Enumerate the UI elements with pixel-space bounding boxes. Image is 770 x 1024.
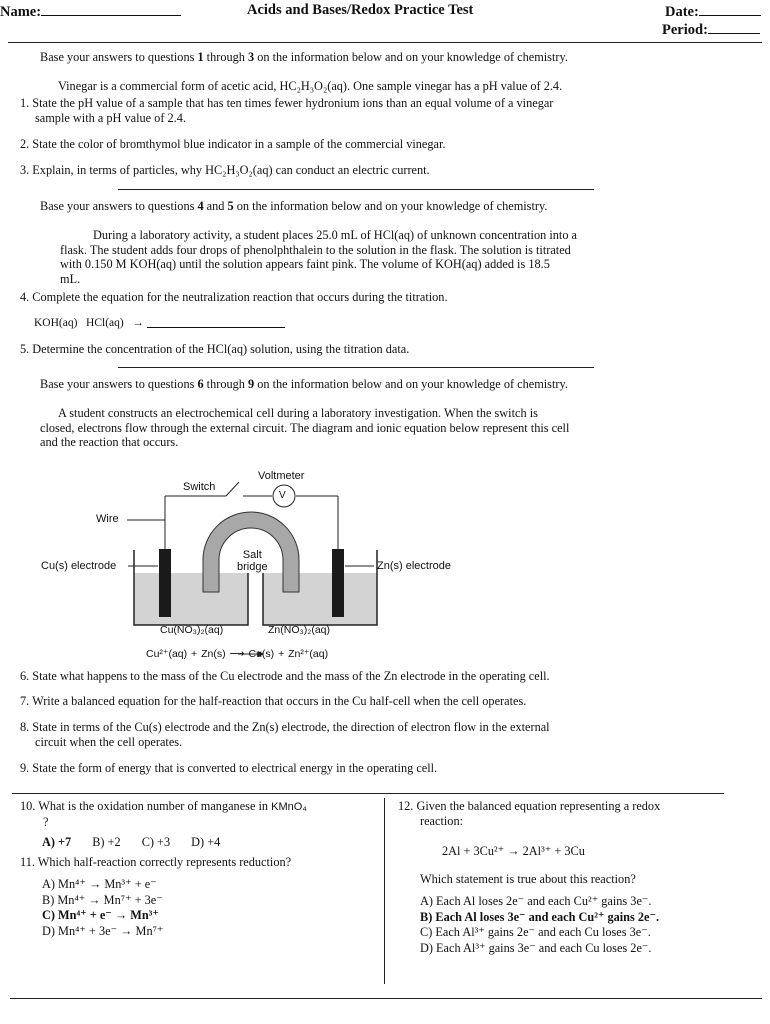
q12-choices — [420, 894, 659, 956]
set3-passage: A student constructs an electrochemical cell during a laboratory investigation. When the switch is closed, electrons flow through the external circuit. The diagram and ionic equation below represent this cell and the reaction that occurs. — [40, 406, 570, 449]
footer-divider — [10, 998, 762, 999]
equation-answer-blank[interactable] — [147, 317, 285, 328]
q10-choice-b[interactable]: B) +2 — [92, 835, 121, 849]
zn-electrode-label: Zn(s) electrode — [377, 560, 451, 572]
question-8: 8. State in terms of the Cu(s) electrode and the Zn(s) electrode, the direction of electron flow in the external circuit when the cell operates. — [20, 720, 550, 749]
question-9: 9. State the form of energy that is converted to electrical energy in the operating cell. — [20, 761, 438, 775]
date-label: Date: — [665, 4, 699, 20]
q10-choice-c[interactable]: C) +3 — [141, 835, 171, 849]
set3-divider — [12, 793, 724, 794]
cu-electrode-label: Cu(s) electrode — [41, 560, 117, 572]
switch-label: Switch — [183, 481, 216, 493]
question-5: 5. Determine the concentration of the HCl(aq) solution, using the titration data. — [20, 342, 410, 356]
header-divider — [8, 42, 762, 43]
question-4: 4. Complete the equation for the neutralization reaction that occurs during the titration. — [20, 290, 448, 304]
q10-choice-a[interactable]: A) +7 — [42, 835, 72, 849]
wire-label: Wire — [96, 513, 119, 525]
name-field — [0, 2, 181, 21]
q10-choice-d[interactable]: D) +4 — [191, 835, 221, 849]
question-1: 1. State the pH value of a sample that has ten times fewer hydronium ions than an equal volume of a vinegar sample with a pH value of 2.4. — [20, 96, 554, 125]
set1-passage: Vinegar is a commercial form of acetic acid, HC₂H₃O₂(aq). One sample vinegar has a pH value of 2.4. — [58, 79, 563, 93]
question-2: 2. State the color of bromthymol blue indicator in a sample of the commercial vinegar. — [20, 137, 446, 151]
set2-intro: Base your answers to questions 4 and 5 on the information below and on your knowledge of chemistry. — [40, 199, 548, 213]
q12-choice-c[interactable]: C) Each Al³⁺ gains 2e⁻ and each Cu loses 3e⁻. — [420, 925, 651, 939]
question-10: 10. What is the oxidation number of manganese in KMnO₄ ? — [20, 799, 307, 829]
q12-choice-b[interactable]: B) Each Al loses 3e⁻ and each Cu²⁺ gains 2e⁻. — [420, 909, 660, 924]
switch-lever — [226, 482, 239, 496]
q11-choice-c[interactable]: C) Mn⁴⁺ + e⁻ → Mn³⁺ — [42, 908, 159, 922]
set2-divider — [118, 367, 594, 368]
q12-question: Which statement is true about this reaction? — [420, 872, 636, 886]
q12-choice-a[interactable]: A) Each Al loses 2e⁻ and each Cu²⁺ gains 3e⁻. — [420, 894, 652, 908]
cell-ionic-equation: Cu²⁺(aq) + Zn(s) ⟶ Cu(s) + Zn²⁺(aq) — [146, 648, 329, 660]
cu-solution-label: Cu(NO₃)₂(aq) — [160, 624, 224, 636]
period-field — [662, 20, 760, 39]
neutralization-equation: KOH(aq) HCl(aq) → — [34, 316, 285, 331]
name-label: Name: — [0, 4, 42, 20]
voltmeter-label: Voltmeter — [258, 470, 305, 482]
q10-choices — [42, 835, 220, 850]
zn-solution-fill — [263, 573, 377, 625]
q11-choices — [42, 877, 163, 939]
page-title: Acids and Bases/Redox Practice Test — [247, 2, 474, 18]
question-3: 3. Explain, in terms of particles, why HC₂H₃O₂(aq) can conduct an electric current. — [20, 163, 430, 177]
set1-divider — [118, 189, 594, 190]
question-6: 6. State what happens to the mass of the Cu electrode and the mass of the Zn electrode in the operating cell. — [20, 669, 550, 683]
zn-solution-label: Zn(NO₃)₂(aq) — [268, 624, 331, 636]
q12-choice-d[interactable]: D) Each Al³⁺ gains 3e⁻ and each Cu loses 2e⁻. — [420, 940, 652, 955]
question-12: 12. Given the balanced equation representing a redox reaction: — [398, 799, 661, 828]
period-label: Period: — [662, 22, 708, 38]
period-blank[interactable] — [708, 20, 760, 34]
kmno4-formula: KMnO₄ — [271, 801, 307, 813]
name-blank[interactable] — [41, 2, 181, 16]
date-field — [665, 2, 761, 21]
voltmeter-v: V — [279, 490, 286, 501]
zn-electrode — [332, 549, 344, 617]
cu-solution-fill — [134, 573, 248, 625]
q11-choice-a[interactable]: A) Mn⁴⁺ → Mn³⁺ + e⁻ — [42, 877, 157, 891]
q11-choice-b[interactable]: B) Mn⁴⁺ → Mn⁷⁺ + 3e⁻ — [42, 892, 163, 907]
date-blank[interactable] — [699, 2, 761, 16]
column-divider — [384, 798, 385, 984]
question-11: 11. Which half-reaction correctly represents reduction? — [20, 855, 292, 869]
question-7: 7. Write a balanced equation for the half-reaction that occurs in the Cu half-cell when the cell operates. — [20, 694, 527, 708]
set1-intro: Base your answers to questions 1 through 3 on the information below and on your knowledge of chemistry. — [40, 50, 568, 64]
salt-bridge-label: Salt bridge — [237, 549, 268, 573]
q12-equation: 2Al + 3Cu²⁺ → 2Al³⁺ + 3Cu — [442, 844, 585, 858]
cu-electrode — [159, 549, 171, 617]
q11-choice-d[interactable]: D) Mn⁴⁺ + 3e⁻ → Mn⁷⁺ — [42, 923, 164, 938]
set3-intro: Base your answers to questions 6 through 9 on the information below and on your knowledge of chemistry. — [40, 377, 568, 391]
set2-passage: During a laboratory activity, a student places 25.0 mL of HCl(aq) of unknown concentration into a flask. The student adds four drops of phenolphthalein to the solution in the flask. The solution is titrated with 0.150 M KOH(aq) until the solution appears faint pink. The volume of KOH(aq) added is 18.5 mL. — [60, 228, 577, 286]
